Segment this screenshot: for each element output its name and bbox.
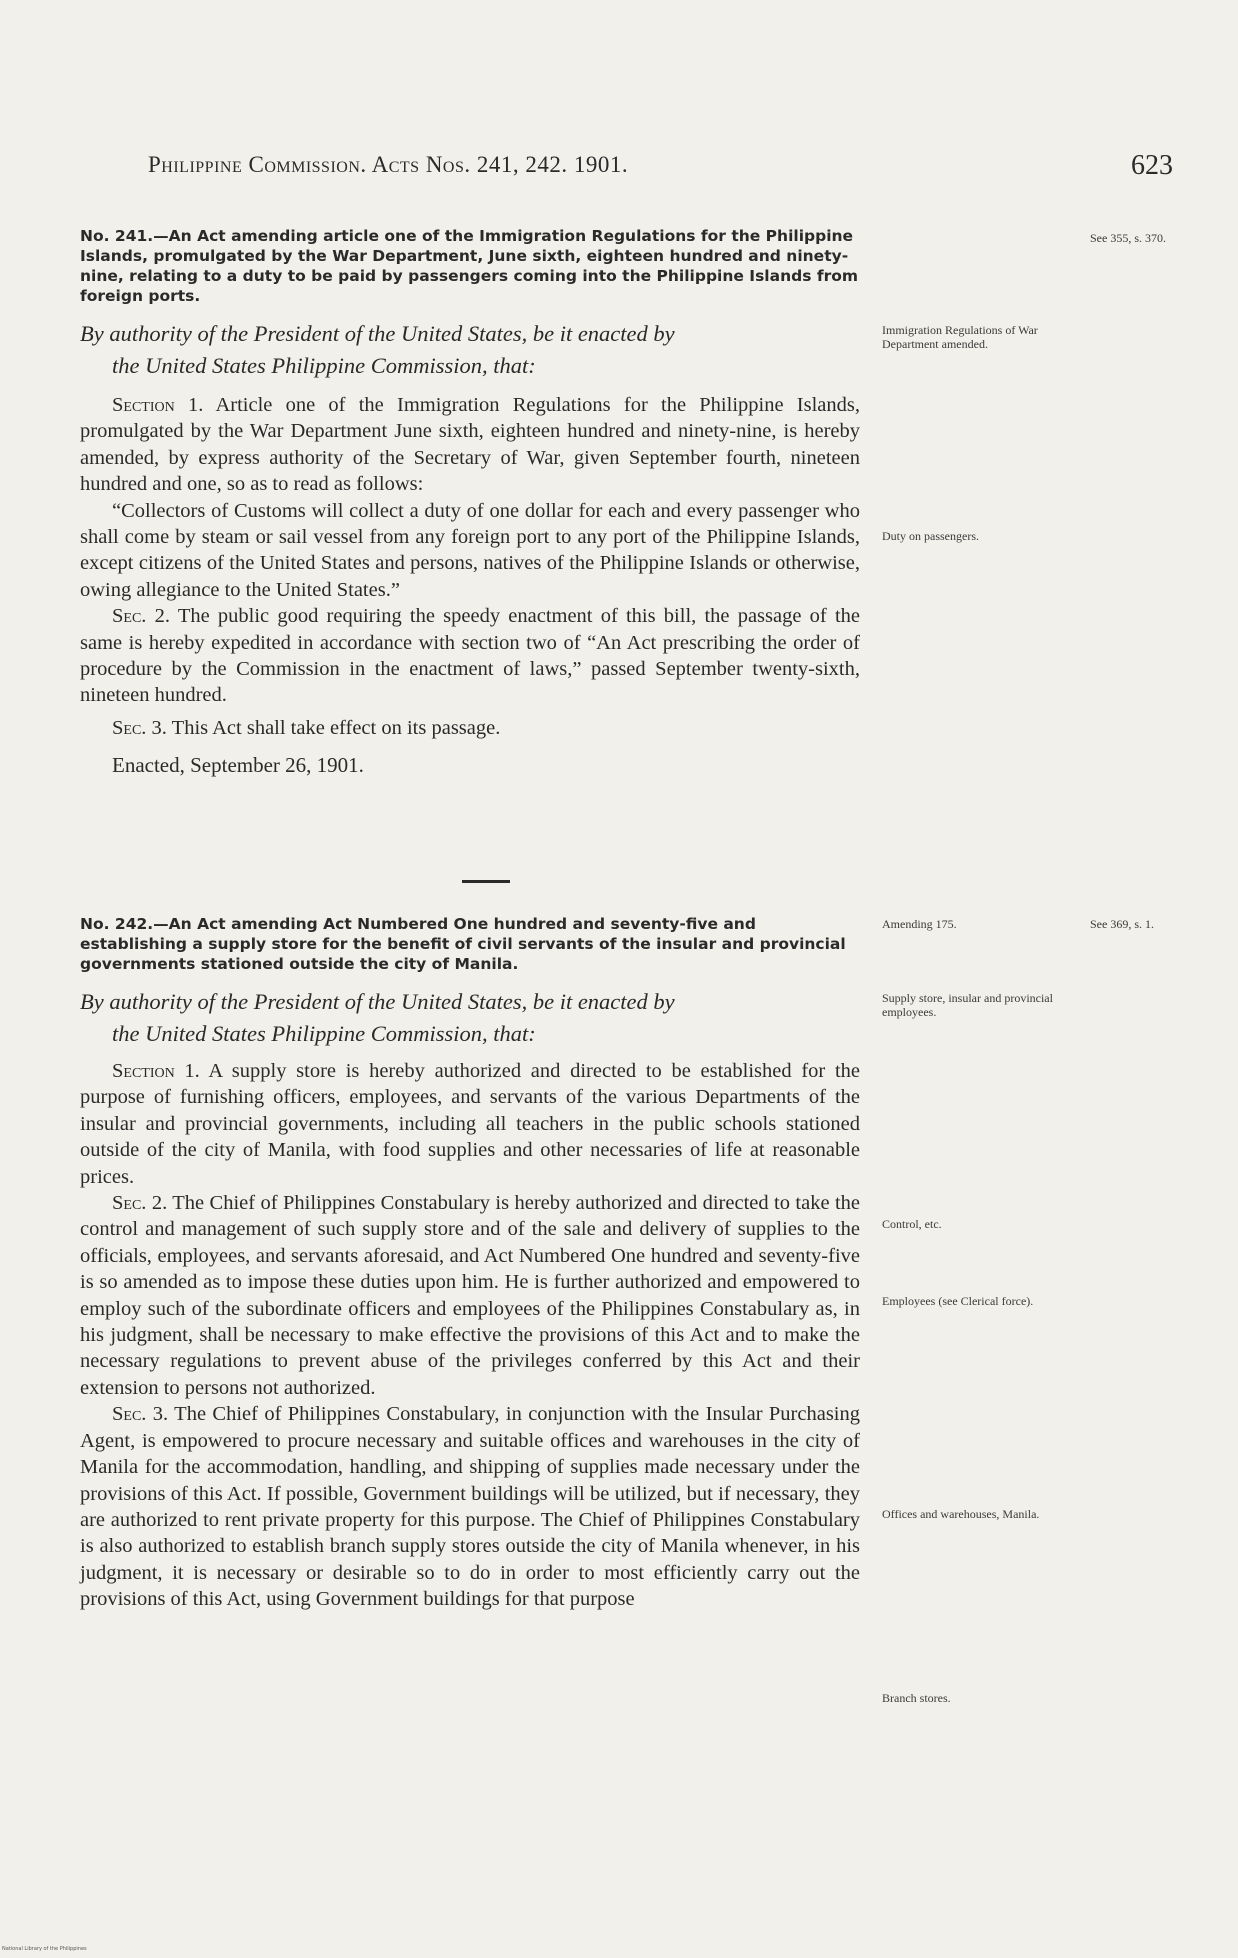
section-label: Sec. 2. (112, 605, 170, 628)
act-241-body (80, 392, 860, 779)
act-242-enact-line-1: By authority of the President of the United States, be it enacted by (80, 989, 675, 1014)
cross-reference-241: See 355, s. 370. (1090, 231, 1166, 245)
act-242-enacting-clause (80, 986, 860, 1050)
section-label: Section 1. (112, 394, 204, 416)
act-241-enacting-clause (80, 318, 860, 382)
act-241-title-block (80, 226, 860, 306)
section-text: This Act shall take effect on its passage. (166, 716, 501, 739)
act-241-quoted-regulation: “Collectors of Customs will collect a duty of one dollar for each and every passenger who shall come by steam or sail vessel from any foreign port to any port of the Philippine Islands, except citizens of the United States and persons, natives of the Philippine Islands or otherwise, owing allegiance to the United States.” (80, 499, 860, 601)
section-text: A supply store is hereby authorized and directed to be established for the purpose of furnishing officers, employees, and servants of the various Departments of the insular and provincial governments, including all teachers in the public schools stationed outside of the city of Manila, with food supplies and other necessaries of life at reasonable prices. (80, 1060, 860, 1188)
act-242-enact-line-2: the United States Philippine Commission, that: (112, 1021, 536, 1046)
act-241-section-1 (80, 392, 860, 498)
section-text: The Chief of Philippines Constabulary, in conjunction with the Insular Purchasing Agent, is empowered to procure necessary and suitable offices and warehouses in the city of Manila for the accommodation, handling, and shipping of supplies made necessary under the provisions of this Act. If possible, Government buildings will be utilized, but if necessary, they are authorized to rent private property for this purpose. The Chief of Philippines Constabulary is also authorized to establish branch supply stores outside the city of Manila whenever, in his judgment, it is necessary or desirable so to do in order to most efficiently carry out the provisions of this Act, using Government buildings for that purpose (80, 1403, 860, 1611)
act-242-title: No. 242.—An Act amending Act Numbered One hundred and seventy-five and establishing a supply store for the benefit of civil servants of the insular and provincial governments stationed outside the city of Manila. (80, 915, 846, 973)
section-label: Sec. 3. (112, 716, 167, 739)
cross-reference-242: See 369, s. 1. (1090, 917, 1154, 931)
running-head: Philippine Commission. Acts Nos. 241, 242. 1901. (148, 152, 629, 177)
section-text: The public good requiring the speedy enactment of this bill, the passage of the same is hereby expedited in accordance with section two of “An Act prescribing the order of procedure by the Commission in the enactment of laws,” passed September twenty-sixth, nineteen hundred. (80, 605, 860, 707)
act-241-section-3 (80, 715, 860, 741)
act-241-section-2 (80, 603, 860, 709)
section-text: The Chief of Philippines Constabulary is hereby authorized and directed to take the control and management of such supply store and of the sale and delivery of supplies to the officials, employees, and servants aforesaid, and Act Numbered One hundred and seventy-five is so amended as to impose these duties upon him. He is further authorized and empowered to employ such of the subordinate officers and employees of the Philippines Constabulary as, in his judgment, shall be necessary to make effective the provisions of this Act and to make the necessary regulations to prevent abuse of the privileges conferred by this Act and their extension to persons not authorized. (80, 1192, 860, 1399)
margin-note-amending: Amending 175. (882, 917, 957, 931)
act-242-section-3 (80, 1401, 860, 1612)
section-label: Sec. 2. (112, 1192, 168, 1215)
margin-note-supply-store: Supply store, insular and provincial employees. (882, 991, 1053, 1019)
act-241-enacted-date: Enacted, September 26, 1901. (112, 753, 364, 778)
act-242-section-1 (80, 1058, 860, 1190)
page-header (148, 152, 1173, 192)
page-number: 623 (1131, 150, 1173, 181)
margin-note-offices: Offices and warehouses, Manila. (882, 1507, 1040, 1521)
margin-note-control: Control, etc. (882, 1217, 942, 1231)
margin-note-immigration: Immigration Regulations of War Department amended. (882, 323, 1038, 351)
act-241-title: No. 241.—An Act amending article one of the Immigration Regulations for the Philippine Islands, promulgated by the War Department, June sixth, eighteen hundred and ninety-nine, relating to a duty to be paid by passengers coming into the Philippine Islands from foreign ports. (80, 227, 859, 305)
act-241-enact-line-1: By authority of the President of the United States, be it enacted by (80, 321, 675, 346)
margin-note-duty: Duty on passengers. (882, 529, 979, 543)
section-text: Article one of the Immigration Regulations for the Philippine Islands, promulgated by the War Department June sixth, eighteen hundred and ninety-nine, is hereby amended, by express authority of the Secretary of War, given September fourth, nineteen hundred and one, so as to read as follows: (80, 394, 860, 496)
act-242-title-block (80, 914, 860, 974)
act-242-section-2 (80, 1190, 860, 1401)
act-241-enact-line-2: the United States Philippine Commission, that: (112, 353, 536, 378)
margin-note-employees: Employees (see Clerical force). (882, 1294, 1034, 1308)
section-divider (462, 880, 510, 883)
scan-credit: National Library of the Philippines (2, 1946, 87, 1952)
margin-note-branch-stores: Branch stores. (882, 1691, 951, 1705)
section-label: Section 1. (112, 1060, 200, 1082)
section-label: Sec. 3. (112, 1403, 169, 1426)
act-242-body (80, 1058, 860, 1613)
